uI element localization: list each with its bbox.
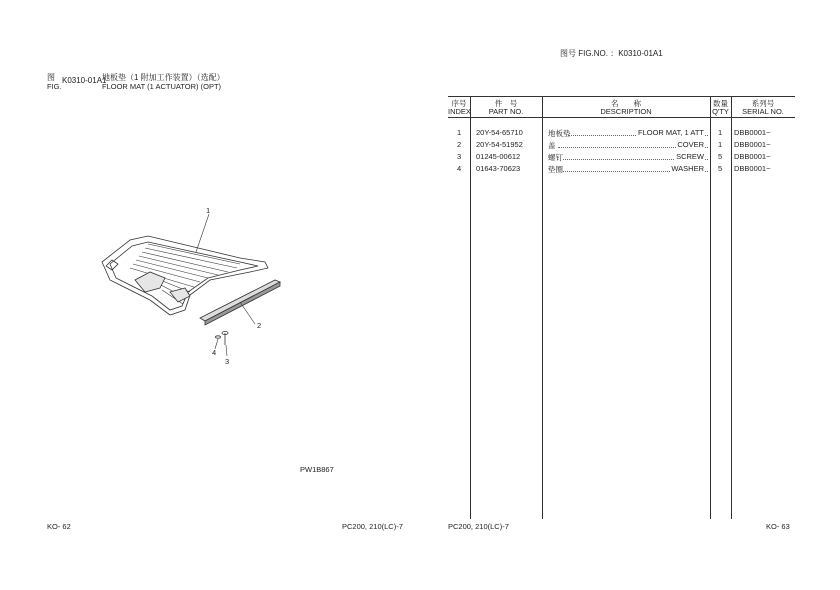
header-serial-en: SERIAL NO. bbox=[742, 107, 784, 116]
table-row bbox=[448, 128, 795, 140]
row-qty: 5 bbox=[718, 152, 723, 161]
row-part-number: 01643-70623 bbox=[476, 164, 521, 173]
row-part-number: 01245-00612 bbox=[476, 152, 521, 161]
header-qty-cn: 数量 bbox=[713, 99, 728, 108]
row-part-number: 20Y-54-51952 bbox=[476, 140, 523, 149]
row-serial: DBB0001~ bbox=[734, 152, 771, 161]
model-name-left: PC200, 210(LC)-7 bbox=[342, 522, 403, 531]
row-index: 2 bbox=[457, 140, 462, 149]
row-description-cn: 地板垫 bbox=[548, 129, 571, 138]
row-description-en: COVER bbox=[677, 140, 704, 149]
table-row bbox=[448, 140, 795, 152]
callout-1: 1 bbox=[206, 206, 211, 215]
row-serial: DBB0001~ bbox=[734, 128, 771, 137]
row-description-cn: 盖 bbox=[548, 141, 556, 150]
header-index-en: INDEX bbox=[448, 107, 471, 116]
row-qty: 1 bbox=[718, 140, 723, 149]
row-description-en: FLOOR MAT, 1 ATT bbox=[638, 128, 704, 137]
table-row bbox=[448, 164, 795, 176]
illustration-code: PW1B867 bbox=[300, 465, 334, 474]
row-description-en: WASHER bbox=[671, 164, 704, 173]
figure-number: K0310-01A1 bbox=[62, 76, 107, 85]
header-desc-en: DESCRIPTION bbox=[600, 107, 652, 116]
header-part-cn: 件 号 bbox=[494, 99, 518, 108]
floor-mat-illustration bbox=[90, 200, 290, 370]
table-top-border bbox=[448, 96, 795, 97]
screw-washer-drawing bbox=[216, 332, 229, 346]
header-qty-en: Q'TY bbox=[712, 107, 729, 116]
figure-label-en: FIG. bbox=[47, 82, 62, 91]
parts-table bbox=[448, 96, 795, 519]
figure-title-en: FLOOR MAT (1 ACTUATOR) (OPT) bbox=[102, 82, 222, 91]
row-index: 1 bbox=[457, 128, 462, 137]
fig-number-header: 图号 FIG.NO. ：K0310-01A1 bbox=[560, 49, 663, 58]
row-qty: 5 bbox=[718, 164, 723, 173]
figure-title-cn: 地板垫（1 附加工作装置）（选配） bbox=[102, 73, 225, 82]
page-number-right: KO- 63 bbox=[766, 522, 790, 531]
header-serial-cn: 系列号 bbox=[751, 99, 775, 108]
row-serial: DBB0001~ bbox=[734, 164, 771, 173]
row-part-number: 20Y-54-65710 bbox=[476, 128, 523, 137]
row-description-cn: 螺钉 bbox=[548, 153, 563, 162]
row-index: 4 bbox=[457, 164, 462, 173]
table-row bbox=[448, 152, 795, 164]
row-qty: 1 bbox=[718, 128, 723, 137]
callout-2: 2 bbox=[257, 321, 262, 330]
callout-3: 3 bbox=[225, 357, 230, 366]
header-desc-cn: 名 称 bbox=[611, 99, 641, 108]
header-index-cn: 序号 bbox=[451, 99, 467, 108]
row-serial: DBB0001~ bbox=[734, 140, 771, 149]
table-header-divider bbox=[448, 117, 795, 118]
model-name-right: PC200, 210(LC)-7 bbox=[448, 522, 509, 531]
row-description-cn: 垫圈 bbox=[548, 165, 563, 174]
figure-label-cn: 图 bbox=[47, 73, 55, 82]
row-index: 3 bbox=[457, 152, 462, 161]
page-number-left: KO- 62 bbox=[47, 522, 71, 531]
header-part-en: PART NO. bbox=[488, 107, 524, 116]
callout-4: 4 bbox=[212, 348, 217, 357]
row-description-en: SCREW bbox=[676, 152, 704, 161]
